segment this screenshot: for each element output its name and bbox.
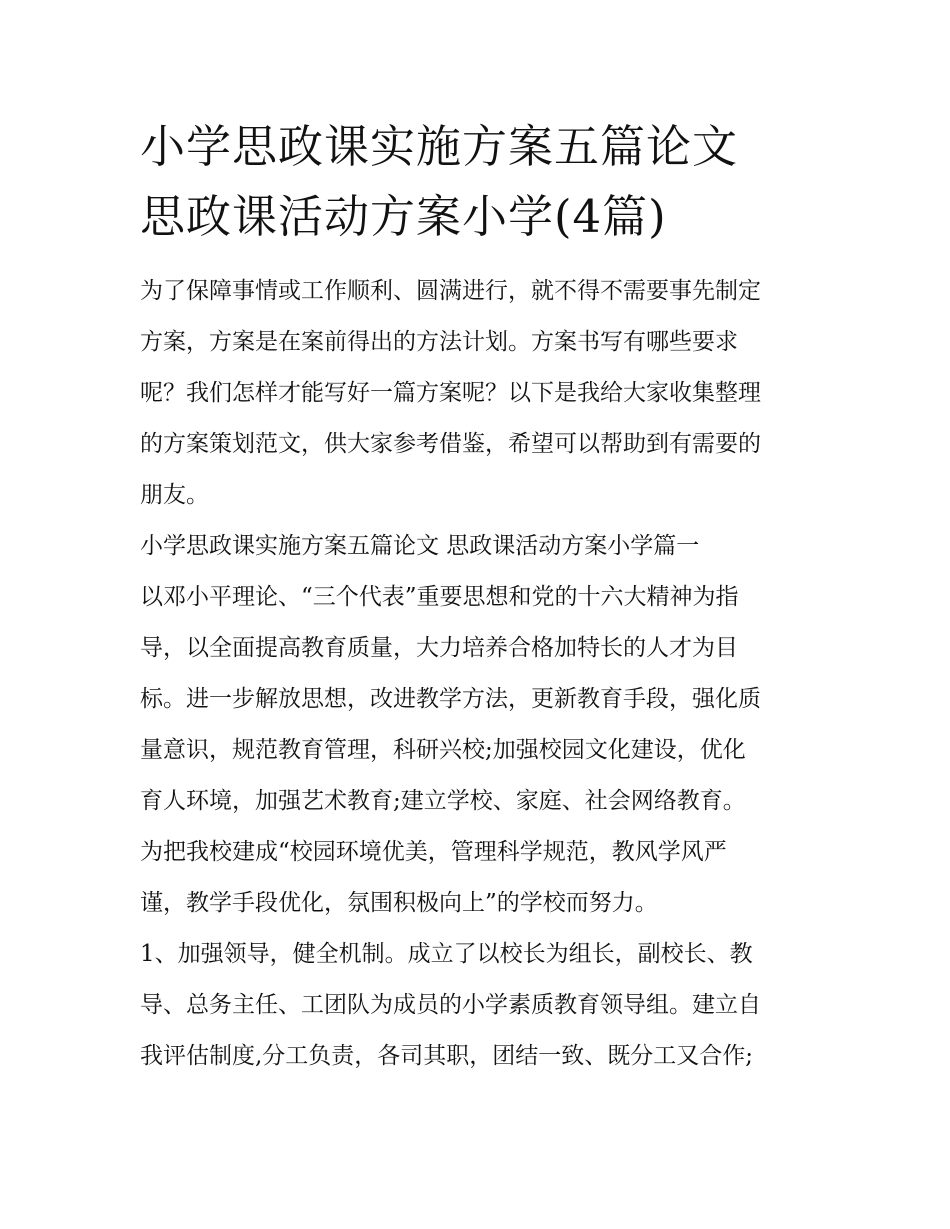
title-line-2: 思政课活动方案小学(4篇) [140, 190, 667, 243]
section-heading [140, 521, 820, 572]
intro-line: 朋友。 [140, 482, 209, 508]
body-line: 1、加强领导，健全机制。成立了以校长为组长，副校长、教 [140, 941, 753, 967]
title-line-1: 小学思政课实施方案五篇论文 [140, 120, 739, 173]
body-line: 导，以全面提高教育质量，大力培养合格加特长的人才为目 [140, 635, 738, 661]
section-heading-text: 小学思政课实施方案五篇论文 思政课活动方案小学篇一 [140, 533, 700, 559]
document-title [140, 112, 820, 252]
body-line: 我评估制度,分工负责，各司其职，团结一致、既分工又合作; [140, 1043, 754, 1069]
body-paragraph-1 [140, 572, 820, 929]
body-line: 导、总务主任、工团队为成员的小学素质教育领导组。建立自 [140, 992, 761, 1018]
body-line: 标。进一步解放思想，改进教学方法，更新教育手段，强化质 [140, 686, 761, 712]
body-line: 育人环境，加强艺术教育;建立学校、家庭、社会网络教育。 [140, 788, 746, 814]
document-page [140, 112, 820, 1082]
intro-line: 方案，方案是在案前得出的方法计划。方案书写有哪些要求 [140, 329, 738, 355]
intro-paragraph [140, 266, 820, 521]
body-line: 量意识，规范教育管理，科研兴校;加强校园文化建设，优化 [140, 737, 746, 763]
intro-line: 呢？我们怎样才能写好一篇方案呢？以下是我给大家收集整理 [140, 380, 761, 406]
body-line: 谨，教学手段优化，氛围积极向上”的学校而努力。 [140, 890, 658, 916]
intro-line: 的方案策划范文，供大家参考借鉴，希望可以帮助到有需要的 [140, 431, 761, 457]
body-paragraph-2 [140, 929, 820, 1082]
body-line: 以邓小平理论、“三个代表”重要思想和党的十六大精神为指 [140, 584, 739, 610]
intro-line: 为了保障事情或工作顺利、圆满进行，就不得不需要事先制定 [140, 278, 761, 304]
body-line: 为把我校建成“校园环境优美，管理科学规范，教风学风严 [140, 839, 727, 865]
